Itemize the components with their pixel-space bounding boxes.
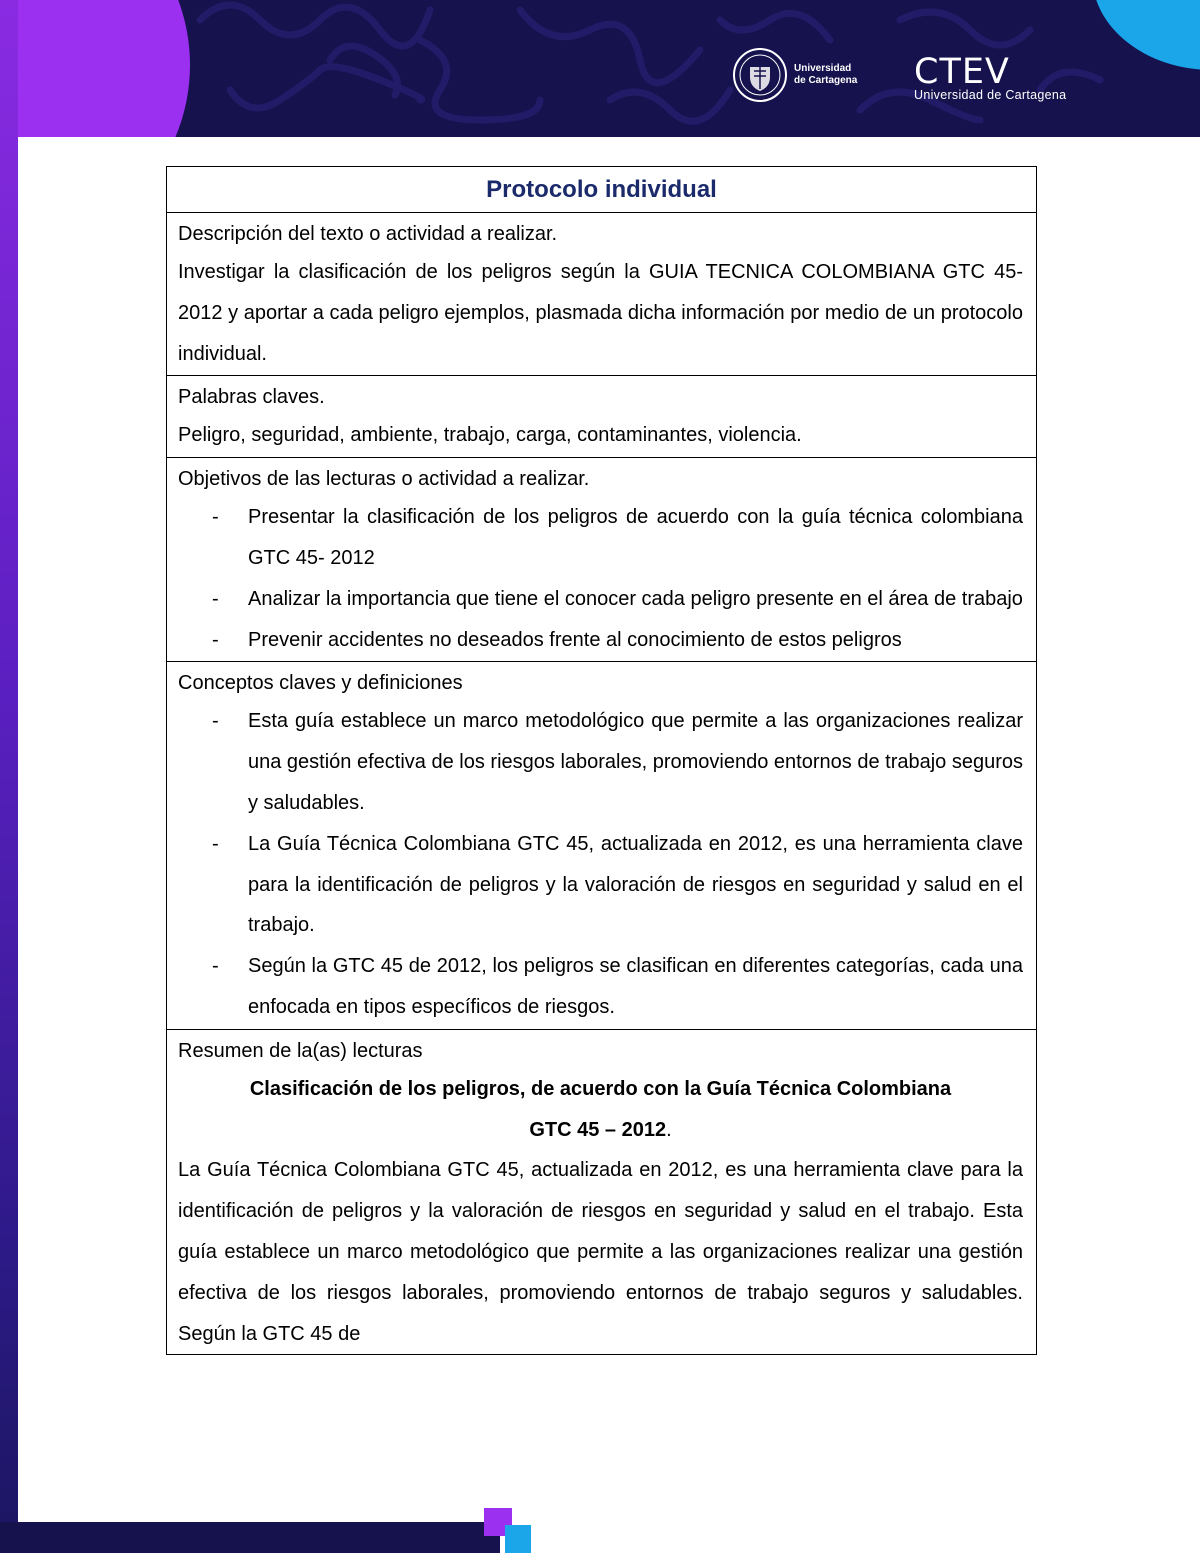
ctev-logo <box>914 52 1104 104</box>
keywords-label: Palabras claves. <box>178 386 325 409</box>
list-item <box>178 701 1023 823</box>
university-name-line2: de Cartagena <box>794 75 858 86</box>
summary-label: Resumen de la(as) lecturas <box>178 1039 423 1062</box>
summary-heading-line2 <box>178 1110 1023 1151</box>
objectives-label: Objetivos de las lecturas o actividad a realizar. <box>178 468 590 491</box>
footer-blue-square <box>505 1525 531 1553</box>
keywords-section <box>167 376 1037 458</box>
left-gradient-bar <box>0 0 18 1553</box>
summary-text: La Guía Técnica Colombiana GTC 45, actualizada en 2012, es una herramienta clave para la identificación de peligros y la valoración de riesgos en seguridad y salud en el trabajo. Esta guía establece un marco metodológico que permite a las organizaciones realizar una gestión efectiva de los riesgos laborales, promoviendo entornos de trabajo seguros y saludables. Según la GTC 45 de <box>178 1159 1023 1345</box>
ctev-subtitle: Universidad de Cartagena <box>914 88 1067 102</box>
summary-heading-line1: Clasificación de los peligros, de acuerdo con la Guía Técnica Colombiana <box>249 1077 952 1100</box>
university-seal-icon <box>732 47 788 103</box>
objective-text: Presentar la clasificación de los peligros de acuerdo con la guía técnica colombiana GTC 45- 2012 <box>248 506 1023 569</box>
list-item <box>178 824 1023 946</box>
concept-text: La Guía Técnica Colombiana GTC 45, actualizada en 2012, es una herramienta clave para la identificación de peligros y la valoración de riesgos en seguridad y salud en el trabajo. <box>248 832 1023 937</box>
concept-text: Esta guía establece un marco metodológico que permite a las organizaciones realizar una gestión efectiva de los riesgos laborales, promoviendo entornos de trabajo seguros y saludables. <box>248 710 1023 814</box>
concepts-label: Conceptos claves y definiciones <box>178 672 463 695</box>
keywords-text: Peligro, seguridad, ambiente, trabajo, carga, contaminantes, violencia. <box>178 424 802 447</box>
protocol-table <box>166 166 1037 1355</box>
objectives-section <box>167 458 1037 662</box>
summary-heading-code: GTC 45 – 2012 <box>529 1118 667 1141</box>
objective-text: Analizar la importancia que tiene el conocer cada peligro presente en el área de trabajo <box>248 587 1023 610</box>
ctev-acronym: CTEV <box>914 52 1010 92</box>
university-name-line1: Universidad <box>794 63 852 74</box>
objectives-list <box>178 497 1023 660</box>
header-band <box>0 0 1200 137</box>
description-section <box>167 213 1037 376</box>
objective-text: Prevenir accidentes no deseados frente al conocimiento de estos peligros <box>248 628 902 651</box>
description-label: Descripción del texto o actividad a realizar. <box>178 223 558 245</box>
list-item <box>178 579 1023 620</box>
concepts-section <box>167 662 1037 1029</box>
footer-band <box>0 1522 500 1553</box>
dash-bullet: - <box>212 710 219 733</box>
dash-bullet: - <box>212 628 219 651</box>
list-item <box>178 946 1023 1028</box>
universidad-de-cartagena-logo <box>732 46 872 104</box>
concepts-list <box>178 701 1023 1027</box>
list-item <box>178 620 1023 661</box>
dash-bullet: - <box>212 506 219 529</box>
concept-text: Según la GTC 45 de 2012, los peligros se clasifican en diferentes categorías, cada una enfocada en tipos específicos de riesgos. <box>248 955 1023 1018</box>
purple-corner-shape <box>0 0 190 137</box>
dash-bullet: - <box>212 587 219 610</box>
dash-bullet: - <box>212 955 219 978</box>
summary-heading-period: . <box>666 1118 672 1141</box>
dash-bullet: - <box>212 832 219 855</box>
summary-section <box>167 1029 1037 1355</box>
description-text: Investigar la clasificación de los peligros según la GUIA TECNICA COLOMBIANA GTC 45-2012 y aportar a cada peligro ejemplos, plasmada dicha información por medio de un protocolo individual. <box>178 261 1023 365</box>
list-item <box>178 497 1023 579</box>
protocol-title: Protocolo individual <box>167 167 1037 213</box>
